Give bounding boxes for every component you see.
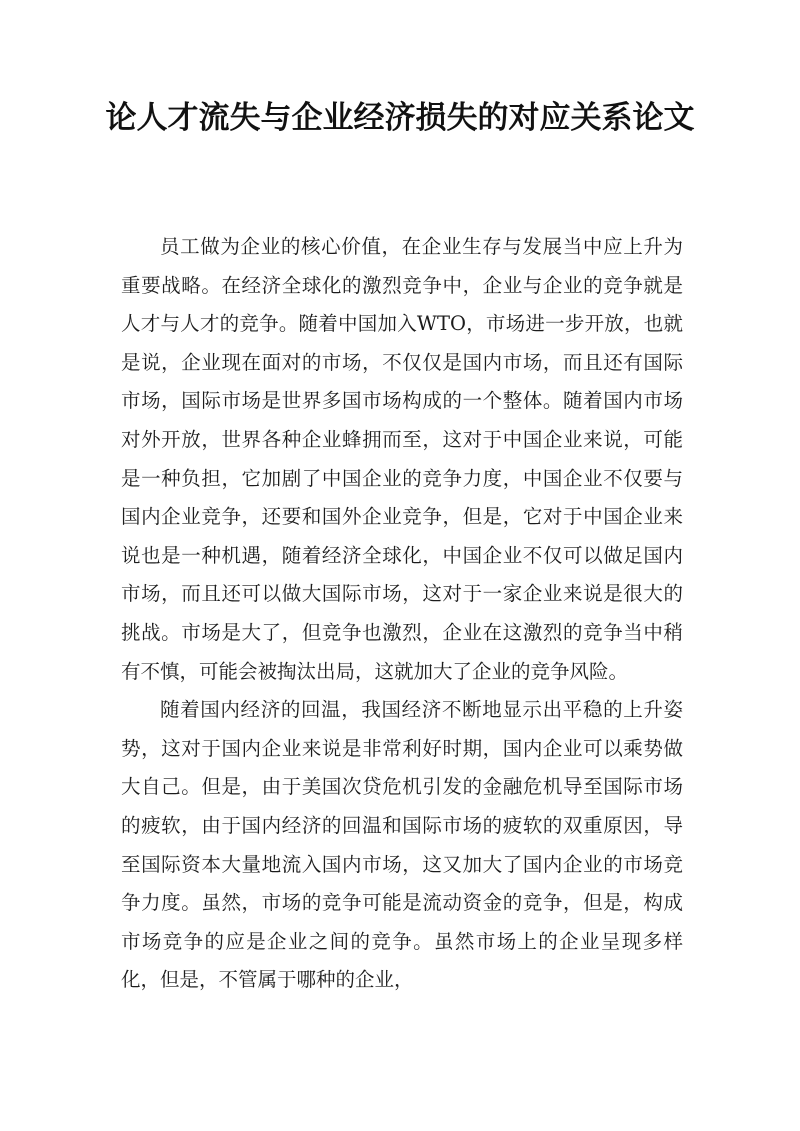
document-title: 论人才流失与企业经济损失的对应关系论文 bbox=[105, 100, 695, 136]
paragraph-2: 随着国内经济的回温，我国经济不断地显示出平稳的上升姿势，这对于国内企业来说是非常利好时期，国内企业可以乘势做大自己。但是，由于美国次贷危机引发的金融危机导至国际市场的疲软，由于国内经济的回温和国际市场的疲软的双重原因，导至国际资本大量地流入国内市场，这又加大了国内企业的市场竞争力度。虽然，市场的竞争可能是流动资金的竞争，但是，构成市场竞争的应是企业之间的竞争。虽然市场上的企业呈现多样化，但是，不管属于哪种的企业， bbox=[121, 698, 683, 992]
document-body bbox=[121, 228, 683, 1000]
paragraph-1: 员工做为企业的核心价值，在企业生存与发展当中应上升为重要战略。在经济全球化的激烈竞争中，企业与企业的竞争就是人才与人才的竞争。随着中国加入WTO，市场进一步开放，也就是说，企业现在面对的市场，不仅仅是国内市场，而且还有国际市场，国际市场是世界多国市场构成的一个整体。随着国内市场对外开放，世界各种企业蜂拥而至，这对于中国企业来说，可能是一种负担，它加剧了中国企业的竞争力度，中国企业不仅要与国内企业竞争，还要和国外企业竞争，但是，它对于中国企业来说也是一种机遇，随着经济全球化，中国企业不仅可以做足国内市场，而且还可以做大国际市场，这对于一家企业来说是很大的挑战。市场是大了，但竞争也激烈，企业在这激烈的竞争当中稍有不慎，可能会被掏汰出局，这就加大了企业的竞争风险。 bbox=[121, 235, 683, 683]
